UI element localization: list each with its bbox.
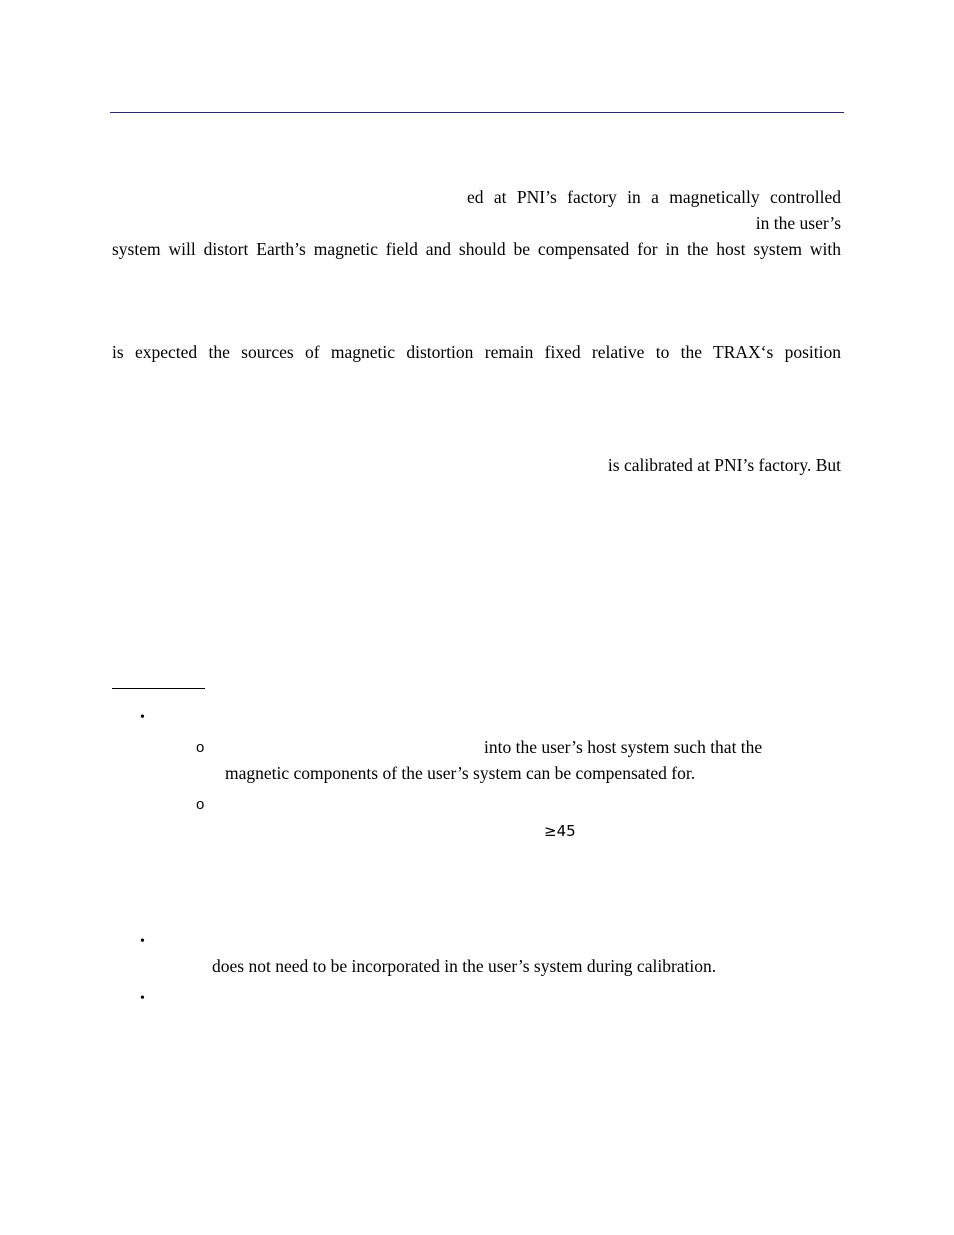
sub-bullet-1: o	[196, 739, 205, 756]
paragraph-1-line-1: ed at PNI’s factory in a magnetically controlled	[467, 187, 841, 207]
sub-item-1-line-2: magnetic components of the user’s system can be compensated for.	[225, 763, 696, 783]
sub-item-1-line-1: into the user’s host system such that the	[484, 737, 763, 757]
list-item-2-line-2: does not need to be incorporated in the user’s system during calibration.	[212, 956, 717, 976]
paragraph-3-line-1: is calibrated at PNI’s factory. But	[607, 455, 841, 475]
sub-item-2-fragment: ≥45	[544, 822, 576, 840]
bullet-3: •	[140, 991, 145, 1006]
paragraph-2-line-1: is expected the sources of magnetic distortion remain fixed relative to the TRAX‘s position	[112, 342, 841, 362]
sub-bullet-2: o	[196, 796, 205, 813]
section-heading-underline	[112, 688, 205, 689]
header-rule	[110, 112, 844, 113]
paragraph-1-line-2: in the user’s	[755, 213, 841, 233]
paragraph-1-line-3: system will distort Earth’s magnetic field and should be compensated for in the host system with	[112, 239, 841, 259]
bullet-2: •	[140, 934, 145, 949]
bullet-1: •	[140, 710, 145, 725]
